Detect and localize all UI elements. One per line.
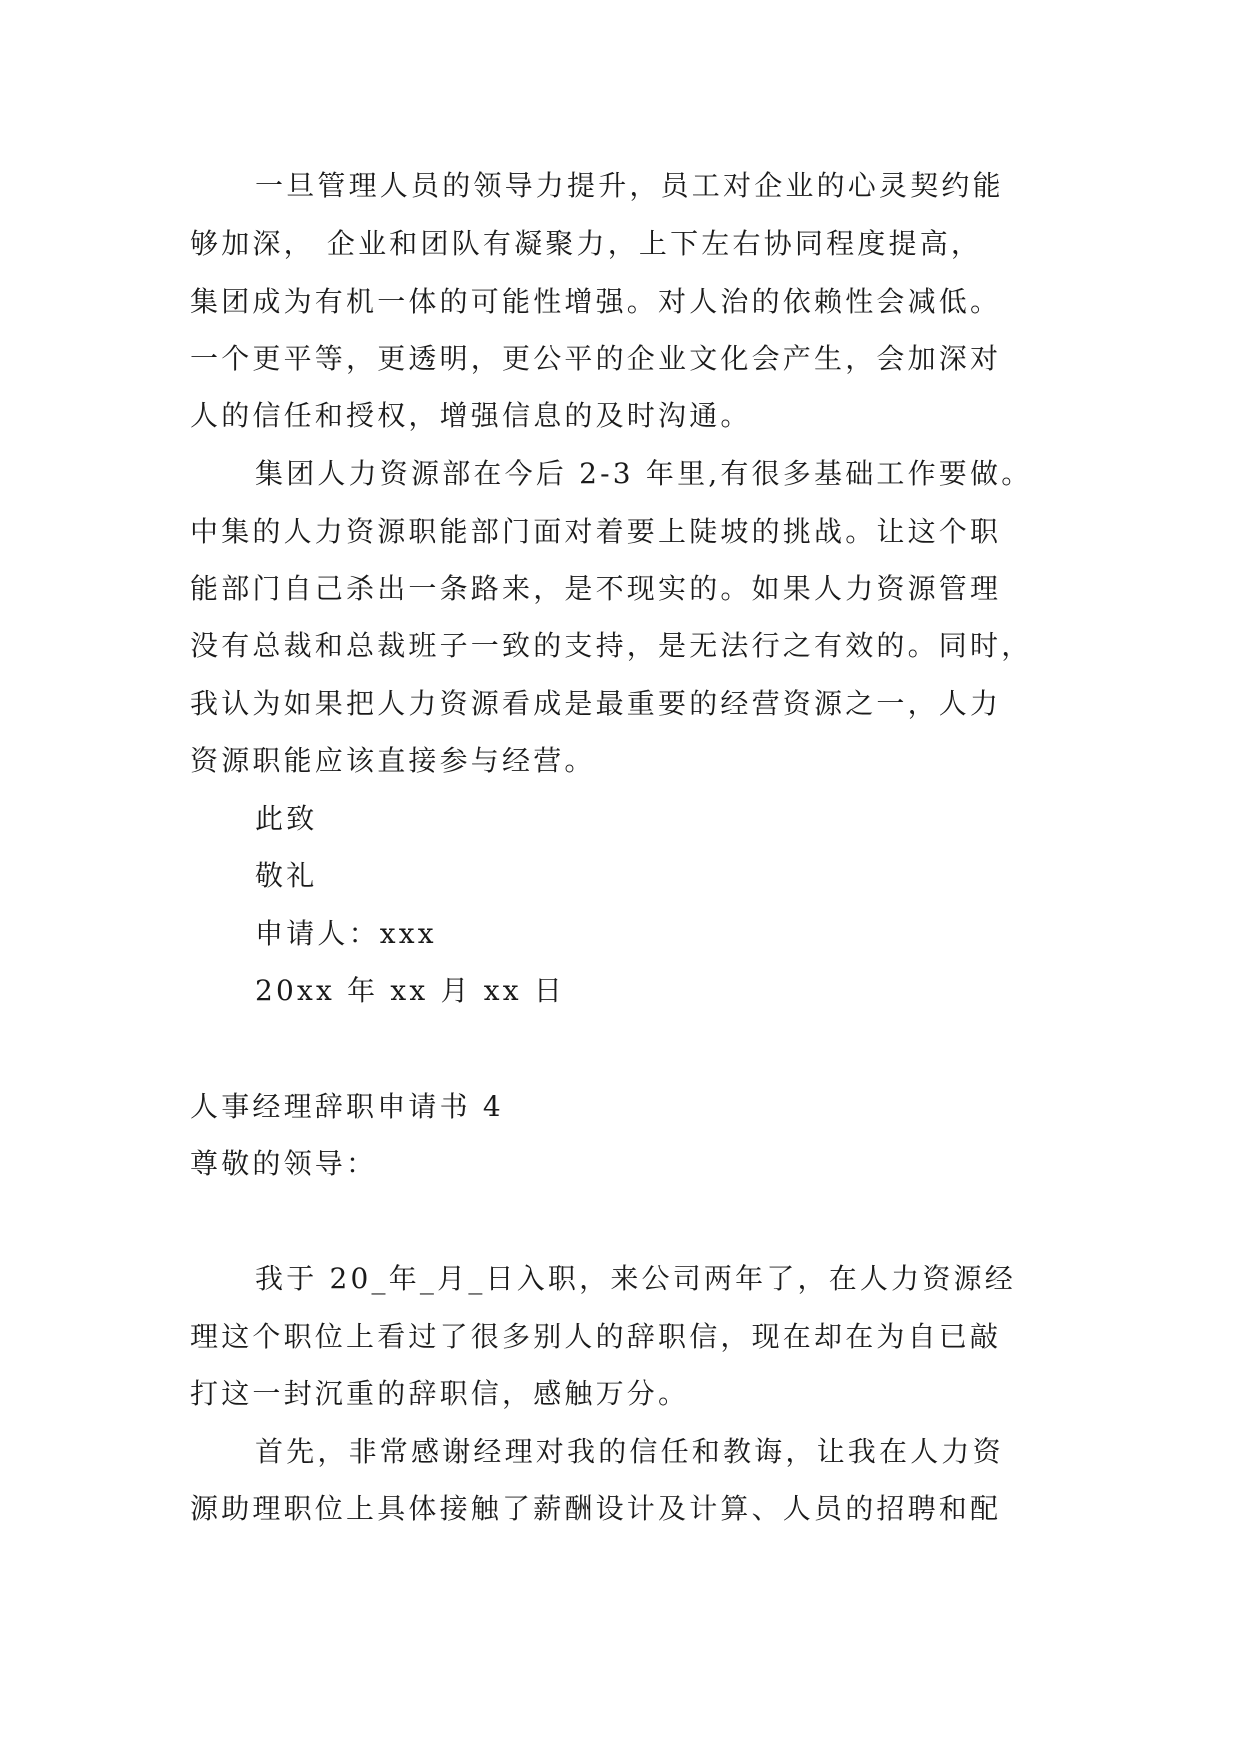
paragraph-1-line-5: 人的信任和授权，增强信息的及时沟通。 bbox=[190, 399, 752, 432]
paragraph-4-line-1: 首先，非常感谢经理对我的信任和教诲，让我在人力资 bbox=[255, 1435, 1004, 1468]
paragraph-1-line-1: 一旦管理人员的领导力提升，员工对企业的心灵契约能 bbox=[255, 169, 1004, 202]
paragraph-1-line-2: 够加深， 企业和团队有凝聚力，上下左右协同程度提高， bbox=[190, 227, 983, 260]
paragraph-3-line-3: 打这一封沉重的辞职信，感触万分。 bbox=[190, 1377, 690, 1410]
paragraph-3-line-1: 我于 20_年_月_日入职，来公司两年了，在人力资源经 bbox=[255, 1262, 1016, 1295]
salutation: 尊敬的领导： bbox=[190, 1147, 378, 1180]
paragraph-2-line-3: 能部门自己杀出一条路来，是不现实的。如果人力资源管理 bbox=[190, 572, 1002, 605]
paragraph-2-line-4: 没有总裁和总裁班子一致的支持，是无法行之有效的。同时， bbox=[190, 629, 1033, 662]
paragraph-3-line-2: 理这个职位上看过了很多别人的辞职信，现在却在为自已敲 bbox=[190, 1320, 1002, 1353]
paragraph-2-line-2: 中集的人力资源职能部门面对着要上陡坡的挑战。让这个职 bbox=[190, 515, 1002, 548]
section-title: 人事经理辞职申请书 4 bbox=[190, 1090, 504, 1123]
paragraph-2-line-1: 集团人力资源部在今后 2-3 年里,有很多基础工作要做。 bbox=[255, 457, 1033, 490]
closing-cizhi: 此致 bbox=[255, 802, 318, 835]
paragraph-1-line-4: 一个更平等，更透明，更公平的企业文化会产生，会加深对 bbox=[190, 342, 1002, 375]
paragraph-4-line-2: 源助理职位上具体接触了薪酬设计及计算、人员的招聘和配 bbox=[190, 1492, 1002, 1525]
signature-date: 20xx 年 xx 月 xx 日 bbox=[255, 974, 566, 1007]
paragraph-2-line-5: 我认为如果把人力资源看成是最重要的经营资源之一，人力 bbox=[190, 687, 1002, 720]
applicant-name: 申请人：xxx bbox=[255, 917, 437, 950]
closing-jingli: 敬礼 bbox=[255, 859, 318, 892]
paragraph-2-line-6: 资源职能应该直接参与经营。 bbox=[190, 744, 596, 777]
paragraph-1-line-3: 集团成为有机一体的可能性增强。对人治的依赖性会减低。 bbox=[190, 285, 1002, 318]
